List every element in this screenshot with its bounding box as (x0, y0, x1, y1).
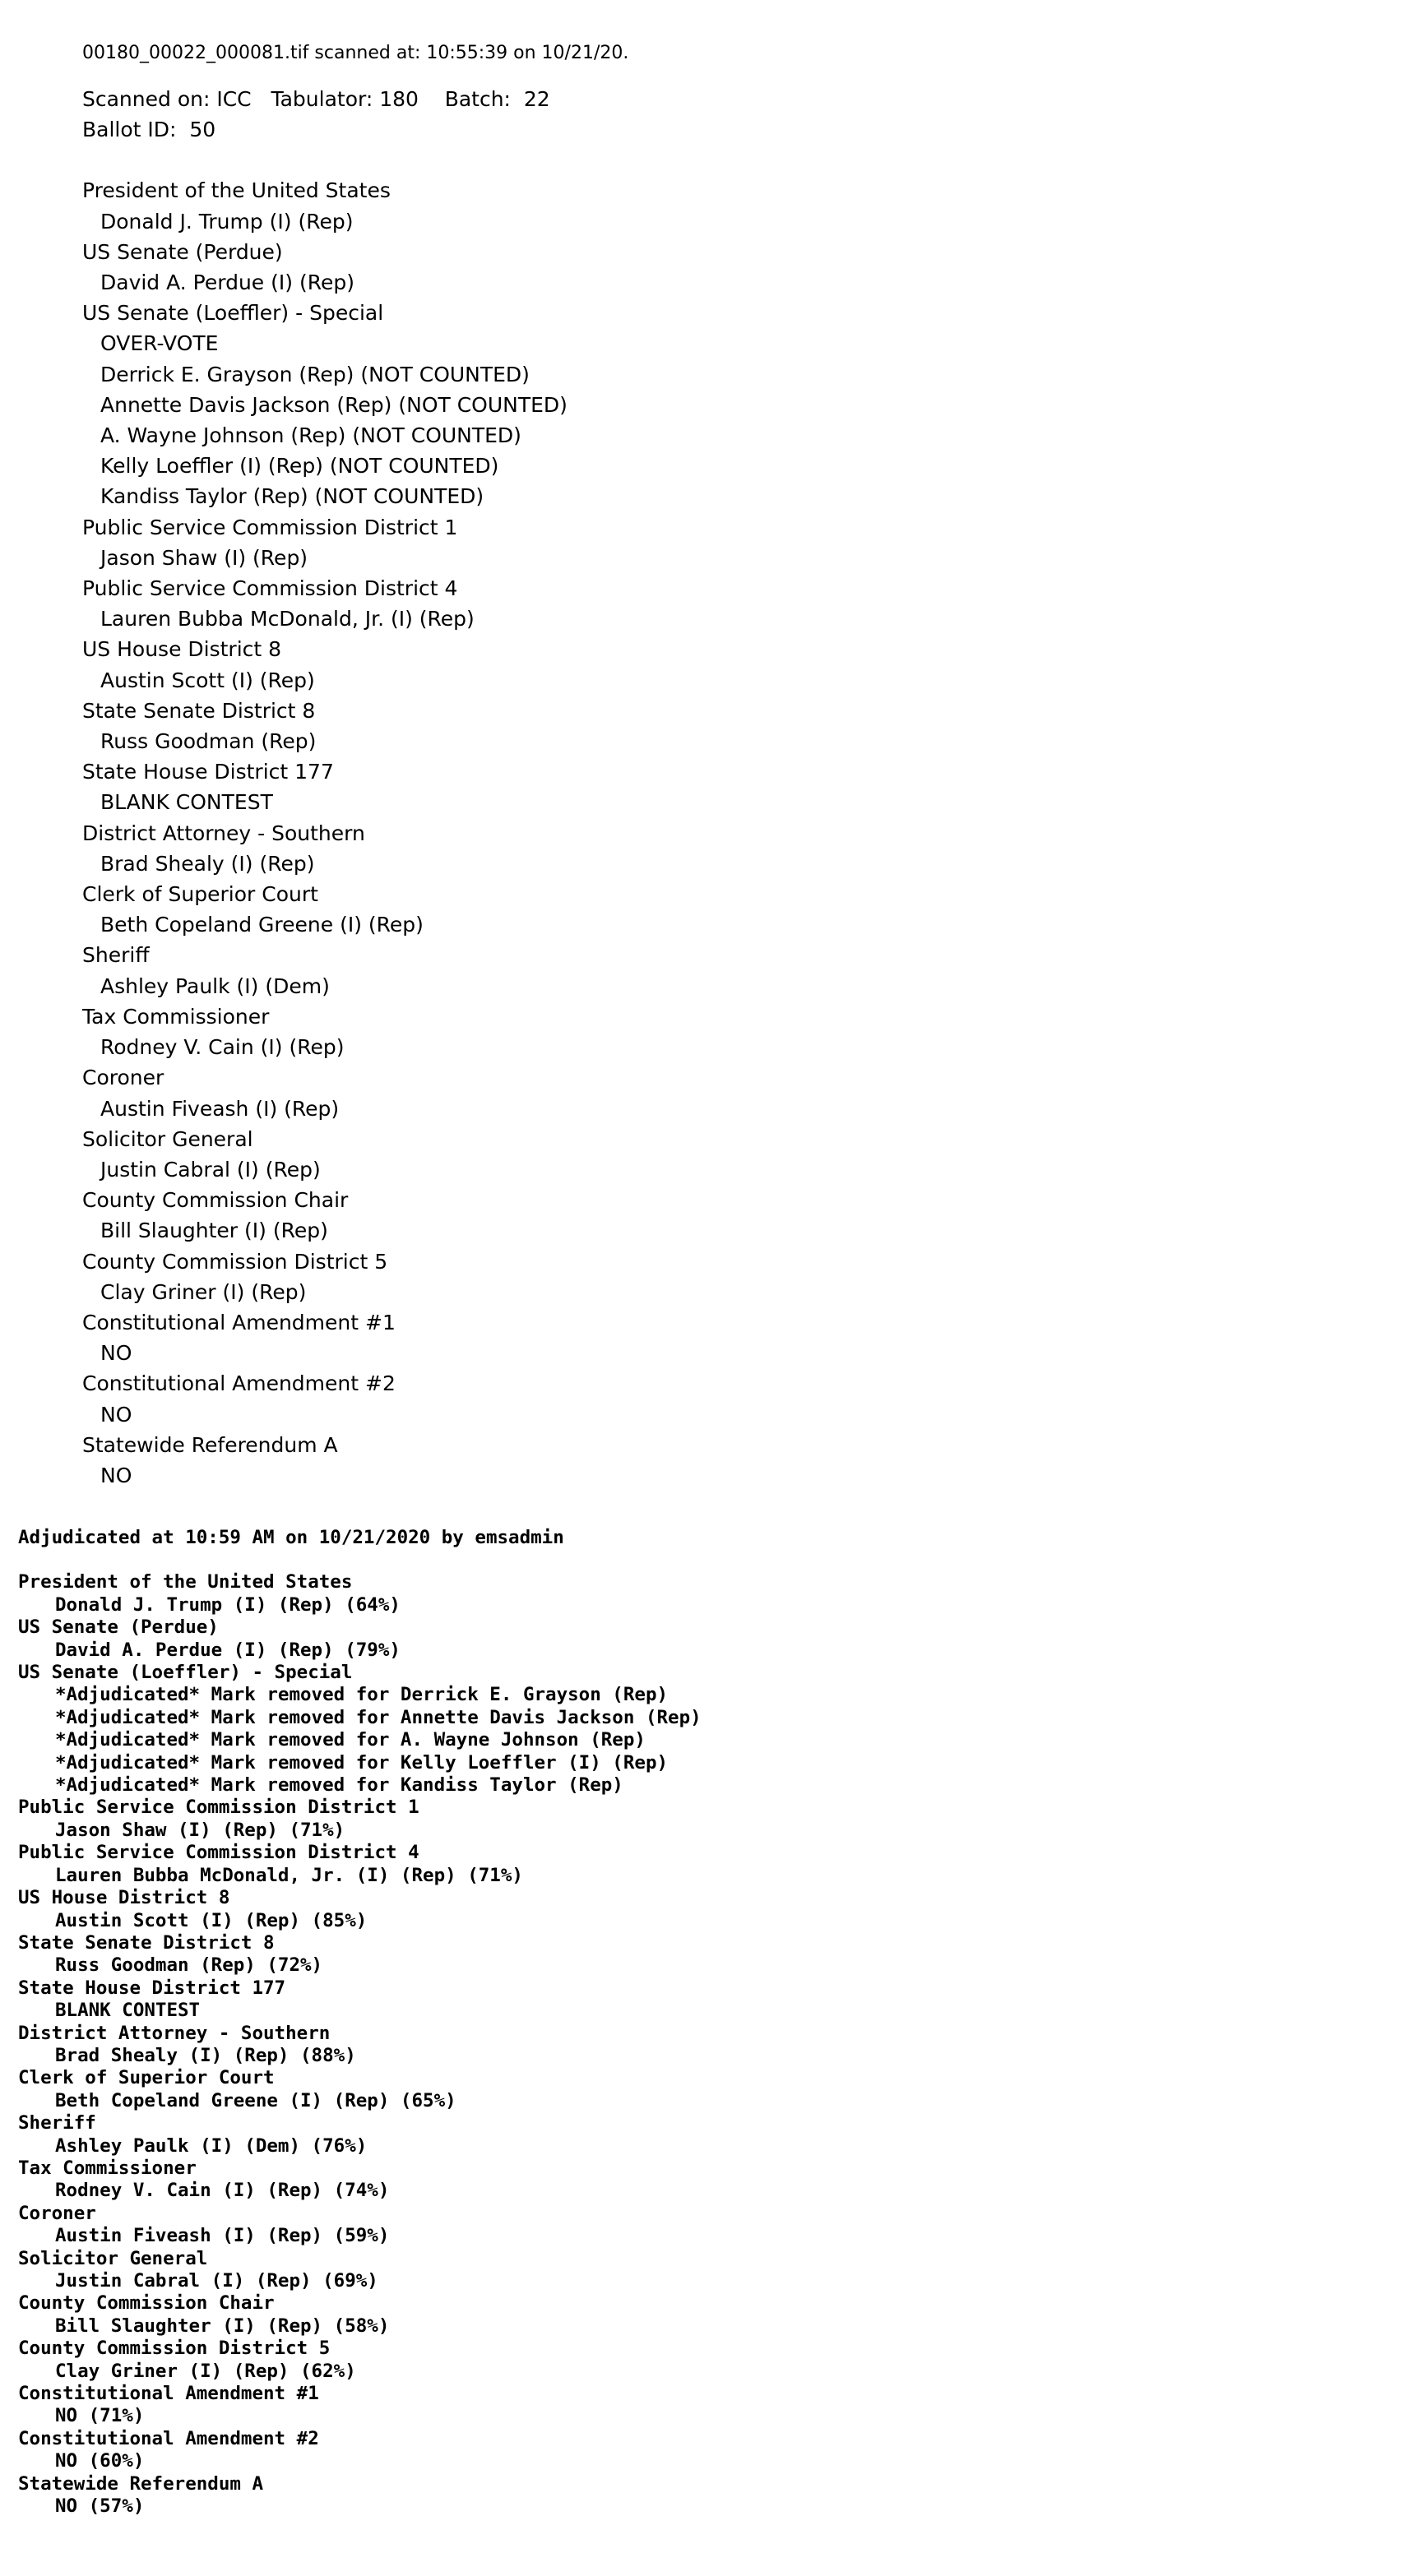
adjudication-race-choice: Justin Cabral (I) (Rep) (69%) (55, 2270, 378, 2292)
scan-race-choice: Kelly Loeffler (I) (Rep) (NOT COUNTED) (100, 454, 499, 479)
adjudication-race-name: County Commission Chair (18, 2292, 275, 2315)
adjudication-race-choice: Donald J. Trump (I) (Rep) (64%) (55, 1593, 401, 1616)
adjudication-race-choice: *Adjudicated* Mark removed for A. Wayne Johnson (Rep) (55, 1729, 646, 1751)
scan-race-name: State Senate District 8 (82, 698, 316, 723)
adjudication-race-choice: Rodney V. Cain (I) (Rep) (74%) (55, 2180, 390, 2202)
adjudication-race-name: Constitutional Amendment #2 (18, 2427, 319, 2449)
adjudication-race-name: President of the United States (18, 1571, 353, 1593)
scan-race-choice: Justin Cabral (I) (Rep) (100, 1157, 321, 1182)
scan-race-choice: A. Wayne Johnson (Rep) (NOT COUNTED) (100, 423, 521, 448)
scan-race-name: Public Service Commission District 1 (82, 515, 458, 539)
ballot-id: Ballot ID: 50 (82, 118, 216, 142)
adjudication-race-name: Solicitor General (18, 2247, 208, 2269)
adjudication-race-choice: *Adjudicated* Mark removed for Kelly Loeffler (I) (Rep) (55, 1751, 669, 1774)
scan-race-name: Sheriff (82, 943, 150, 968)
adjudication-race-choice: Ashley Paulk (I) (Dem) (76%) (55, 2134, 368, 2157)
scan-race-choice: Austin Fiveash (I) (Rep) (100, 1096, 340, 1121)
scan-race-choice: Beth Copeland Greene (I) (Rep) (100, 913, 424, 937)
adjudication-race-name: Public Service Commission District 1 (18, 1797, 419, 1819)
adjudication-race-choice: NO (71%) (55, 2405, 145, 2427)
adjudication-race-choice: Russ Goodman (Rep) (72%) (55, 1954, 323, 1977)
adjudication-race-list (18, 1571, 1334, 2518)
scan-race-name: US House District 8 (82, 637, 282, 662)
adjudication-race-name: Tax Commissioner (18, 2157, 197, 2179)
adjudication-race-choice: Clay Griner (I) (Rep) (62%) (55, 2360, 356, 2382)
adjudication-summary (18, 1527, 1334, 2518)
scan-race-choice: NO (100, 1402, 132, 1427)
scan-race-choice: Rodney V. Cain (I) (Rep) (100, 1035, 345, 1060)
scan-race-choice: Derrick E. Grayson (Rep) (NOT COUNTED) (100, 362, 530, 386)
adjudication-race-choice: *Adjudicated* Mark removed for Derrick E. Grayson (Rep) (55, 1684, 669, 1706)
scan-race-choice: Jason Shaw (I) (Rep) (100, 545, 308, 570)
scan-race-name: US Senate (Loeffler) - Special (82, 301, 384, 326)
adjudication-race-name: US House District 8 (18, 1887, 230, 1909)
adjudication-title: Adjudicated at 10:59 AM on 10/21/2020 by emsadmin (18, 1527, 564, 1548)
scan-race-name: US Senate (Perdue) (82, 239, 283, 264)
adjudication-race-choice: Austin Fiveash (I) (Rep) (59%) (55, 2225, 390, 2247)
scan-race-name: State House District 177 (82, 760, 334, 784)
adjudication-race-choice: Lauren Bubba McDonald, Jr. (I) (Rep) (71%) (55, 1864, 523, 1886)
scan-race-name: Clerk of Superior Court (82, 882, 318, 907)
scan-race-name: Constitutional Amendment #1 (82, 1310, 396, 1334)
spacer (82, 145, 1316, 175)
scan-race-choice: BLANK CONTEST (100, 790, 273, 815)
scan-race-choice: David A. Perdue (I) (Rep) (100, 271, 354, 295)
scan-race-choice: NO (100, 1341, 132, 1366)
scan-race-name: Solicitor General (82, 1126, 253, 1151)
scan-race-name: Public Service Commission District 4 (82, 576, 458, 601)
adjudication-race-choice: BLANK CONTEST (55, 2000, 201, 2022)
scan-race-choice: Donald J. Trump (I) (Rep) (100, 209, 354, 234)
scan-race-choice: Lauren Bubba McDonald, Jr. (I) (Rep) (100, 607, 475, 631)
adjudication-race-choice: *Adjudicated* Mark removed for Kandiss Taylor (Rep) (55, 1774, 623, 1797)
adjudication-race-name: District Attorney - Southern (18, 2022, 331, 2044)
scan-race-choice: Austin Scott (I) (Rep) (100, 668, 315, 692)
scan-summary (82, 38, 1316, 1491)
scan-race-name: County Commission Chair (82, 1188, 349, 1213)
scan-race-name: District Attorney - Southern (82, 821, 365, 845)
scan-race-choice: NO (100, 1463, 132, 1487)
adjudication-race-name: US Senate (Loeffler) - Special (18, 1662, 353, 1684)
scan-race-choice: Bill Slaughter (I) (Rep) (100, 1219, 328, 1243)
scan-race-name: Constitutional Amendment #2 (82, 1371, 396, 1396)
adjudication-race-choice: Beth Copeland Greene (I) (Rep) (65%) (55, 2089, 456, 2111)
scan-info (82, 84, 1316, 145)
adjudication-race-name: Sheriff (18, 2112, 96, 2134)
adjudication-race-choice: Austin Scott (I) (Rep) (85%) (55, 1909, 368, 1931)
scan-race-name: Coroner (82, 1066, 164, 1090)
scan-race-choice: Russ Goodman (Rep) (100, 729, 317, 754)
adjudication-race-name: State House District 177 (18, 1977, 286, 1999)
scan-race-choice: Clay Griner (I) (Rep) (100, 1279, 307, 1304)
adjudication-race-name: Statewide Referendum A (18, 2472, 264, 2495)
adjudication-race-name: State Senate District 8 (18, 1931, 275, 1954)
scan-race-name: County Commission District 5 (82, 1249, 388, 1274)
scan-race-name: President of the United States (82, 178, 391, 203)
scan-race-choice: Kandiss Taylor (Rep) (NOT COUNTED) (100, 484, 484, 509)
adjudication-race-name: Public Service Commission District 4 (18, 1842, 419, 1864)
adjudication-race-choice: Brad Shealy (I) (Rep) (88%) (55, 2044, 356, 2066)
adjudication-race-choice: Bill Slaughter (I) (Rep) (58%) (55, 2315, 390, 2337)
adjudication-race-choice: *Adjudicated* Mark removed for Annette Davis Jackson (Rep) (55, 1706, 702, 1728)
scan-race-name: Tax Commissioner (82, 1004, 270, 1029)
scan-race-list (82, 175, 1316, 1491)
scan-header: 00180_00022_000081.tif scanned at: 10:55:39 on 10/21/20. (82, 43, 629, 63)
adjudication-race-name: US Senate (Perdue) (18, 1616, 219, 1639)
scan-info-line: Scanned on: ICC Tabulator: 180 Batch: 22 (82, 87, 550, 111)
adjudication-race-name: Constitutional Amendment #1 (18, 2383, 319, 2405)
adjudication-race-name: Clerk of Superior Court (18, 2067, 275, 2089)
scan-race-choice: Ashley Paulk (I) (Dem) (100, 974, 330, 998)
scan-race-choice: Brad Shealy (I) (Rep) (100, 851, 315, 876)
adjudication-race-choice: David A. Perdue (I) (Rep) (79%) (55, 1639, 401, 1661)
scan-race-choice: OVER-VOTE (100, 331, 219, 356)
scan-race-name: Statewide Referendum A (82, 1432, 338, 1457)
adjudication-race-name: County Commission District 5 (18, 2338, 331, 2360)
adjudication-race-name: Coroner (18, 2202, 96, 2224)
adjudication-race-choice: NO (60%) (55, 2450, 145, 2472)
adjudication-race-choice: Jason Shaw (I) (Rep) (71%) (55, 1819, 345, 1841)
scan-race-choice: Annette Davis Jackson (Rep) (NOT COUNTED) (100, 392, 568, 417)
adjudication-race-choice: NO (57%) (55, 2495, 145, 2518)
